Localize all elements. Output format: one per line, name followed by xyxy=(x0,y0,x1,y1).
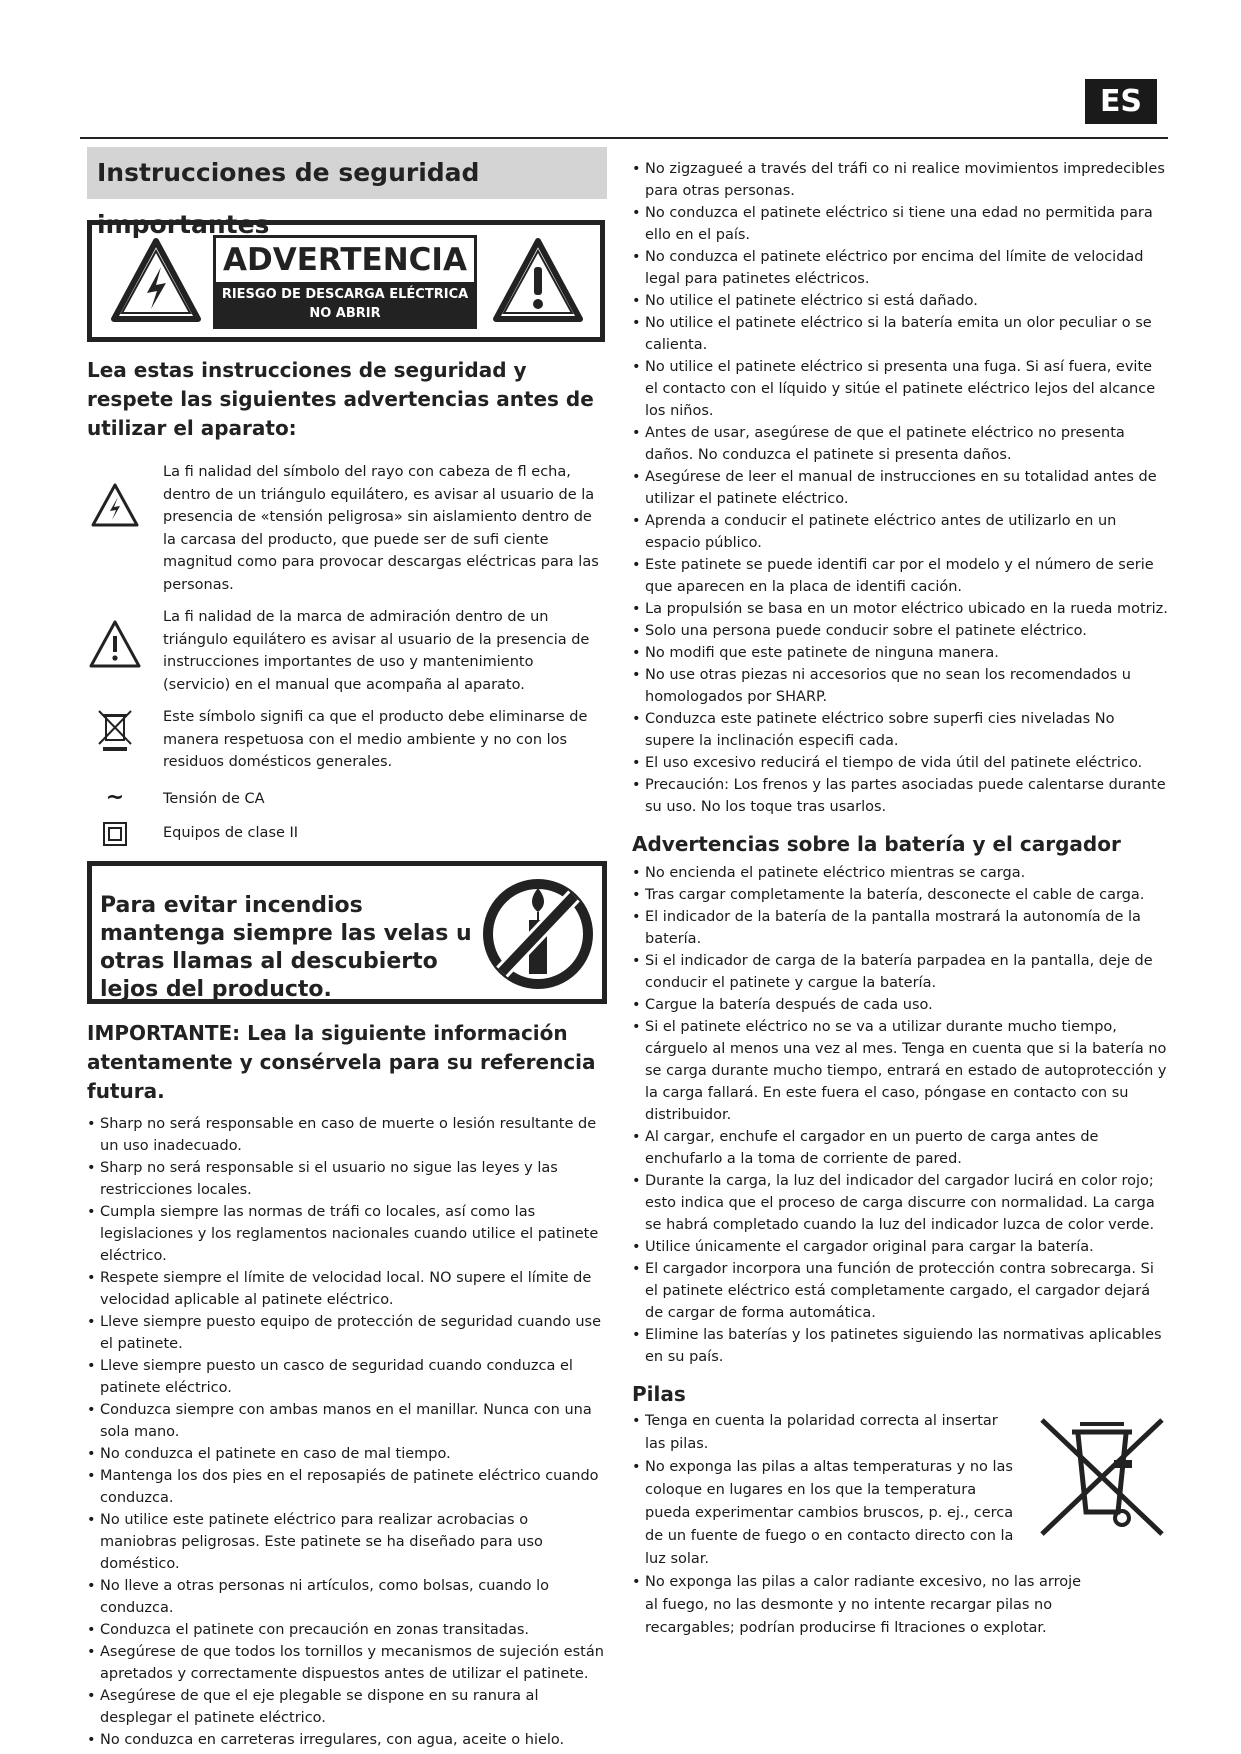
list-item: • Si el patinete eléctrico no se va a utilizar durante mucho tiempo, cárguelo al menos una vez al mes. Tenga en cuenta que si la batería no se carga durante mucho tiempo, entrará en estado de autoprotección y la carga fallará. En este fuera el caso, póngase en contacto con su distribuidor. xyxy=(632,1016,1168,1126)
list-item: • No exponga las pilas a altas temperaturas y no las coloque en lugares en los que la temperatura pueda experimentar cambios bruscos, p. ej., cerca de un fuente de fuego o en contacto directo con la luz solar. xyxy=(632,1456,1017,1571)
symbol-row-weee xyxy=(87,706,607,774)
left-bullet-list xyxy=(87,1113,607,1751)
list-item: • Mantenga los dos pies en el reposapiés de patinete eléctrico cuando conduzca. xyxy=(87,1465,607,1509)
list-item: • Cumpla siempre las normas de tráfi co locales, así como las legislaciones y los reglamentos nacionales cuando utilice el patinete eléctrico. xyxy=(87,1201,607,1267)
list-item: • Respete siempre el límite de velocidad local. NO supere el límite de velocidad aplicable al patinete eléctrico. xyxy=(87,1267,607,1311)
list-item: • No zigzagueé a través del tráfi co ni realice movimientos impredecibles para otras personas. xyxy=(632,158,1168,202)
list-item: • Lleve siempre puesto un casco de seguridad cuando conduzca el patinete eléctrico. xyxy=(87,1355,607,1399)
list-item: • No modifi que este patinete de ninguna manera. xyxy=(632,642,1168,664)
list-item: • Lleve siempre puesto equipo de protección de seguridad cuando use el patinete. xyxy=(87,1311,607,1355)
list-item: • No conduzca el patinete eléctrico si tiene una edad no permitida para ello en el país. xyxy=(632,202,1168,246)
warning-title: ADVERTENCIA xyxy=(223,242,467,278)
list-item: • Sharp no será responsable en caso de muerte o lesión resultante de un uso inadecuado. xyxy=(87,1113,607,1157)
list-item: • Precaución: Los frenos y las partes asociadas puede calentarse durante su uso. No los toque tras usarlos. xyxy=(632,774,1168,818)
language-badge: ES xyxy=(1085,79,1157,124)
list-item: • No utilice el patinete eléctrico si la batería emita un olor peculiar o se calienta. xyxy=(632,312,1168,356)
list-item: • Durante la carga, la luz del indicador del cargador lucirá en color rojo; esto indica que el proceso de carga discurre con normalidad. La carga se habrá completado cuando la luz del indicador luzca de color verde. xyxy=(632,1170,1168,1236)
intro-heading: Lea estas instrucciones de seguridad y respete las siguientes advertencias antes de utilizar el aparato: xyxy=(87,358,594,440)
list-item: • No conduzca el patinete en caso de mal tiempo. xyxy=(87,1443,607,1465)
list-item: • No exponga las pilas a calor radiante excesivo, no las arroje al fuego, no las desmonte y no intente recargar pilas no recargables; podrían producirse fi ltraciones o explotar. xyxy=(632,1571,1168,1640)
list-item: • Tenga en cuenta la polaridad correcta al insertar las pilas. xyxy=(632,1410,1017,1456)
ac-tilde-icon: ~ xyxy=(105,784,125,810)
list-item: • Cargue la batería después de cada uso. xyxy=(632,994,1168,1016)
list-item: • El cargador incorpora una función de protección contra sobrecarga. Si el patinete eléctrico está completamente cargado, el cargador dejará de cargar de forma automática. xyxy=(632,1258,1168,1324)
batteries-heading: Pilas xyxy=(632,1382,686,1406)
section-title: Instrucciones de seguridad importantes xyxy=(87,147,607,199)
warning-subtitle xyxy=(216,282,474,326)
exclamation-icon xyxy=(89,620,141,668)
list-item: • No utilice el patinete eléctrico si está dañado. xyxy=(632,290,1168,312)
weee-bin-icon xyxy=(95,708,135,752)
list-item: • No lleve a otras personas ni artículos, como bolsas, cuando lo conduzca. xyxy=(87,1575,607,1619)
symbol-text-exclamation: La fi nalidad de la marca de admiración dentro de un triángulo equilátero es avisar al usuario de la presencia de instrucciones importantes de uso y mantenimiento (servicio) en el manual que acompaña al aparato. xyxy=(163,609,590,693)
list-item: • No utilice el patinete eléctrico si presenta una fuga. Si así fuera, evite el contacto con el líquido y sitúe el patinete eléctrico lejos del alcance los niños. xyxy=(632,356,1168,422)
list-item: • No conduzca el patinete eléctrico por encima del límite de velocidad legal para patinetes eléctricos. xyxy=(632,246,1168,290)
list-item: • Asegúrese de que el eje plegable se dispone en su ranura al desplegar el patinete eléctrico. xyxy=(87,1685,607,1729)
list-item: • La propulsión se basa en un motor eléctrico ubicado en la rueda motriz. xyxy=(632,598,1168,620)
list-item: • Conduzca el patinete con precaución en zonas transitadas. xyxy=(87,1619,607,1641)
warning-label xyxy=(213,235,477,329)
list-item: • Asegúrese de que todos los tornillos y mecanismos de sujeción están apretados y correctamente dispuestos antes de utilizar el patinete. xyxy=(87,1641,607,1685)
symbol-text-class2: Equipos de clase II xyxy=(163,825,299,841)
list-item: • Elimine las baterías y los patinetes siguiendo las normativas aplicables en su país. xyxy=(632,1324,1168,1368)
symbol-row-ac xyxy=(87,784,607,811)
list-item: • El indicador de la batería de la pantalla mostrará la autonomía de la batería. xyxy=(632,906,1168,950)
list-item: • Solo una persona puede conducir sobre el patinete eléctrico. xyxy=(632,620,1168,642)
list-item: • Antes de usar, asegúrese de que el patinete eléctrico no presenta daños. No conduzca el patinete si presenta daños. xyxy=(632,422,1168,466)
symbol-row-class2 xyxy=(87,822,607,846)
warning-banner xyxy=(87,220,605,342)
battery-heading: Advertencias sobre la batería y el cargador xyxy=(632,832,1121,856)
list-item: • Conduzca siempre con ambas manos en el manillar. Nunca con una sola mano. xyxy=(87,1399,607,1443)
list-item: • No encienda el patinete eléctrico mientras se carga. xyxy=(632,862,1168,884)
batteries-bullet-list xyxy=(632,1410,1017,1571)
list-item: • Utilice únicamente el cargador original para cargar la batería. xyxy=(632,1236,1168,1258)
list-item: • Conduzca este patinete eléctrico sobre superfi cies niveladas No supere la inclinación especifi cada. xyxy=(632,708,1168,752)
right-bullet-list xyxy=(632,158,1168,818)
batteries-section xyxy=(632,1410,1168,1640)
crossed-bin-icon xyxy=(1036,1412,1168,1540)
list-item: • Este patinete se puede identifi car por el modelo y el número de serie que aparecen en la placa de identifi cación. xyxy=(632,554,1168,598)
right-column xyxy=(632,158,1168,1640)
warning-subtitle-line1: RIESGO DE DESCARGA ELÉCTRICA xyxy=(221,287,469,302)
fire-warning-box xyxy=(87,861,607,1004)
class-ii-icon xyxy=(103,822,127,846)
fire-warning-text: Para evitar incendios mantenga siempre las velas u otras llamas al descubierto lejos del producto. xyxy=(100,893,472,1002)
header-rule xyxy=(80,137,1168,139)
list-item: • No conduzca en carreteras irregulares, con agua, aceite o hielo. xyxy=(87,1729,607,1751)
list-item: • Tras cargar completamente la batería, desconecte el cable de carga. xyxy=(632,884,1168,906)
no-open-flame-icon xyxy=(480,876,596,992)
list-item: • No utilice este patinete eléctrico para realizar acrobacias o maniobras peligrosas. Este patinete se ha diseñado para uso doméstico. xyxy=(87,1509,607,1575)
list-item: • El uso excesivo reducirá el tiempo de vida útil del patinete eléctrico. xyxy=(632,752,1168,774)
list-item: • Asegúrese de leer el manual de instrucciones en su totalidad antes de utilizar el patinete eléctrico. xyxy=(632,466,1168,510)
list-item: • Si el indicador de carga de la batería parpadea en la pantalla, deje de conducir el patinete y cargue la batería. xyxy=(632,950,1168,994)
batteries-bullet-list-wide xyxy=(632,1571,1168,1640)
left-column xyxy=(87,147,607,1751)
symbol-row-lightning xyxy=(87,461,607,596)
list-item: • Al cargar, enchufe el cargador en un puerto de carga antes de enchufarlo a la toma de corriente de pared. xyxy=(632,1126,1168,1170)
battery-bullet-list xyxy=(632,862,1168,1368)
important-heading: IMPORTANTE: Lea la siguiente información atentamente y consérvela para su referencia futura. xyxy=(87,1021,596,1103)
symbol-text-ac: Tensión de CA xyxy=(163,790,265,807)
symbol-text-weee: Este símbolo signifi ca que el producto debe eliminarse de manera respetuosa con el medio ambiente y no con los residuos domésticos generales. xyxy=(163,709,588,770)
symbol-text-lightning: La fi nalidad del símbolo del rayo con cabeza de fl echa, dentro de un triángulo equilátero, es avisar al usuario de la presencia de «tensión peligrosa» sin aislamiento dentro de la carcasa del producto, que puede ser de sufi ciente magnitud como para provocar descargas eléctricas para las personas. xyxy=(163,464,599,593)
warning-subtitle-line2: NO ABRIR xyxy=(309,306,381,321)
lightning-triangle-icon xyxy=(110,237,202,323)
lightning-icon xyxy=(91,483,139,527)
list-item: • No use otras piezas ni accesorios que no sean los recomendados u homologados por SHARP. xyxy=(632,664,1168,708)
symbol-row-exclamation xyxy=(87,606,607,696)
list-item: • Sharp no será responsable si el usuario no sigue las leyes y las restricciones locales. xyxy=(87,1157,607,1201)
exclamation-triangle-icon xyxy=(492,237,584,323)
list-item: • Aprenda a conducir el patinete eléctrico antes de utilizarlo en un espacio público. xyxy=(632,510,1168,554)
